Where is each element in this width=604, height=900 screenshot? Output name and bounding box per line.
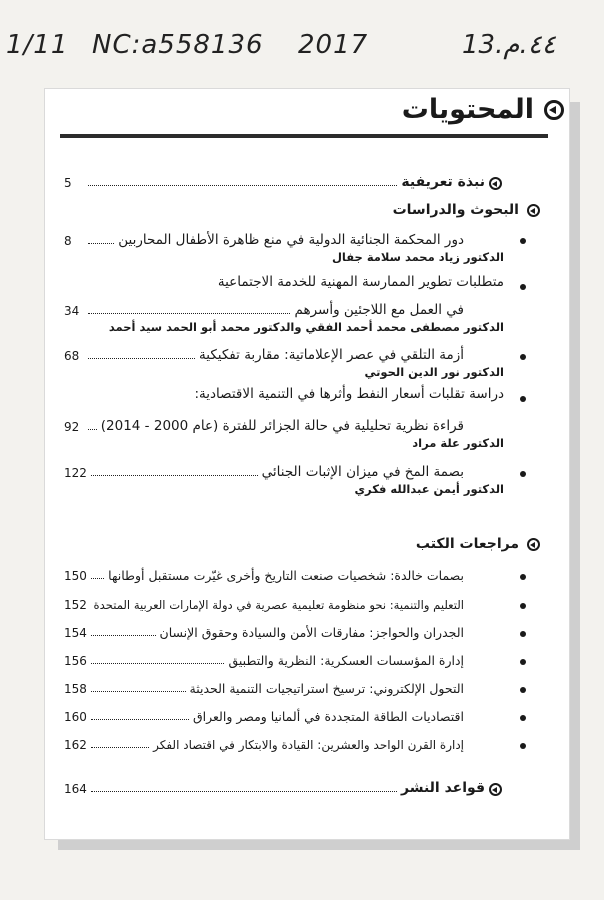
leader-dots	[91, 791, 397, 792]
research-section-heading	[393, 202, 540, 218]
handwritten-note-4: 13.٤٤.م	[462, 30, 556, 60]
leader-dots	[88, 243, 114, 244]
entry-title: أزمة التلقي في عصر الإعلاماتية: مقاربة تفكيكية	[199, 347, 464, 363]
book-entry-6[interactable]	[64, 706, 464, 724]
page-number: 122	[64, 466, 87, 480]
entry-author: الدكتور زياد محمد سلامة جفال	[331, 250, 504, 264]
research-entry-5[interactable]	[64, 462, 464, 480]
entry-title-line1: متطلبات تطوير الممارسة المهنية للخدمة الاجتماعية	[217, 274, 504, 290]
research-entry-4[interactable]	[64, 416, 464, 434]
handwritten-note-1: 1/11	[6, 30, 69, 60]
entry-title: التحول الإلكتروني: ترسيخ استراتيجيات التنمية الحديثة	[189, 681, 464, 696]
entry-title: بصمات خالدة: شخصيات صنعت التاريخ وأخرى غيّرت مستقبل أوطانها	[108, 568, 464, 583]
book-entry-7[interactable]	[64, 734, 464, 752]
bullet-icon	[520, 631, 526, 637]
page-number: 162	[64, 738, 87, 752]
page-title	[402, 94, 564, 125]
books-heading-text: مراجعات الكتب	[415, 536, 519, 552]
bullet-icon	[520, 238, 526, 244]
entry-title: دور المحكمة الجنائية الدولية في منع ظاهرة الأطفال المحاربين	[118, 232, 464, 248]
toc-intro-label: نبذة تعريفية	[401, 174, 485, 190]
research-entry-1[interactable]	[64, 230, 464, 248]
research-entry-3[interactable]	[64, 345, 464, 363]
handwritten-note-2: NC:a558136	[92, 30, 264, 60]
bullet-icon	[520, 603, 526, 609]
arrow-left-icon	[544, 100, 564, 120]
arrow-left-icon	[527, 538, 540, 551]
bullet-icon	[520, 687, 526, 693]
arrow-left-icon	[489, 177, 502, 190]
page-number: 158	[64, 682, 87, 696]
page-number: 8	[64, 234, 72, 248]
leader-dots	[91, 475, 258, 476]
entry-title-line2: في العمل مع اللاجئين وأسرهم	[294, 302, 464, 318]
leader-dots	[91, 578, 104, 579]
leader-dots	[88, 313, 290, 314]
bullet-icon	[520, 471, 526, 477]
toc-rules-entry[interactable]	[64, 778, 502, 796]
research-entry-2[interactable]	[64, 300, 464, 318]
page-number: 156	[64, 654, 87, 668]
book-entry-2[interactable]	[64, 594, 464, 612]
leader-dots	[88, 185, 397, 186]
book-entry-4[interactable]	[64, 650, 464, 668]
leader-dots	[88, 429, 97, 430]
leader-dots	[91, 691, 186, 692]
entry-title: بصمة المخ في ميزان الإثبات الجنائي	[261, 464, 464, 480]
handwritten-note-3: 2017	[298, 30, 369, 60]
entry-title: إدارة المؤسسات العسكرية: النظرية والتطبيق	[228, 653, 464, 668]
entry-title-line2: قراءة نظرية تحليلية في حالة الجزائر للفترة (عام 2000 - 2014)	[100, 418, 464, 434]
entry-title: إدارة القرن الواحد والعشرين: القيادة والابتكار في اقتصاد الفكر	[153, 738, 464, 752]
bullet-icon	[520, 396, 526, 402]
page-number: 150	[64, 569, 87, 583]
page-number: 154	[64, 626, 87, 640]
leader-dots	[91, 663, 225, 664]
bullet-icon	[520, 284, 526, 290]
rules-label: قواعد النشر	[401, 780, 485, 796]
entry-author: الدكتور أيمن عبدالله فكري	[354, 482, 504, 496]
bullet-icon	[520, 659, 526, 665]
leader-dots	[91, 747, 149, 748]
books-section-heading	[416, 536, 540, 552]
arrow-left-icon	[489, 783, 502, 796]
book-entry-3[interactable]	[64, 622, 464, 640]
page-title-text: المحتويات	[401, 94, 534, 125]
entry-title-line1: دراسة تقلبات أسعار النفط وأثرها في التنمية الاقتصادية:	[194, 386, 504, 402]
page-number: 164	[64, 782, 87, 796]
book-entry-1[interactable]	[64, 565, 464, 583]
page-number: 5	[64, 176, 72, 190]
entry-title: الجدران والحواجز: مفارقات الأمن والسيادة وحقوق الإنسان	[159, 625, 464, 640]
bullet-icon	[520, 715, 526, 721]
entry-author: الدكتور علة مراد	[412, 436, 504, 450]
leader-dots	[91, 719, 189, 720]
page-number: 68	[64, 349, 80, 363]
arrow-left-icon	[527, 204, 540, 217]
page-number: 160	[64, 710, 87, 724]
entry-author: الدكتور نور الدين الحوتي	[364, 365, 504, 379]
entry-title: التعليم والتنمية: نحو منظومة تعليمية عصرية في دولة الإمارات العربية المتحدة	[93, 598, 464, 612]
title-divider	[60, 134, 548, 138]
leader-dots	[88, 358, 195, 359]
book-entry-5[interactable]	[64, 678, 464, 696]
page-number: 34	[64, 304, 80, 318]
toc-intro-entry[interactable]	[64, 172, 502, 190]
entry-author: الدكتور مصطفى محمد أحمد الفقي والدكتور محمد أبو الحمد سيد أحمد	[108, 320, 504, 334]
bullet-icon	[520, 574, 526, 580]
page-number: 92	[64, 420, 80, 434]
leader-dots	[91, 635, 156, 636]
bullet-icon	[520, 354, 526, 360]
page-number: 152	[64, 598, 87, 612]
bullet-icon	[520, 743, 526, 749]
research-heading-text: البحوث والدراسات	[392, 202, 519, 218]
entry-title: اقتصاديات الطاقة المتجددة في ألمانيا ومصر والعراق	[192, 709, 464, 724]
